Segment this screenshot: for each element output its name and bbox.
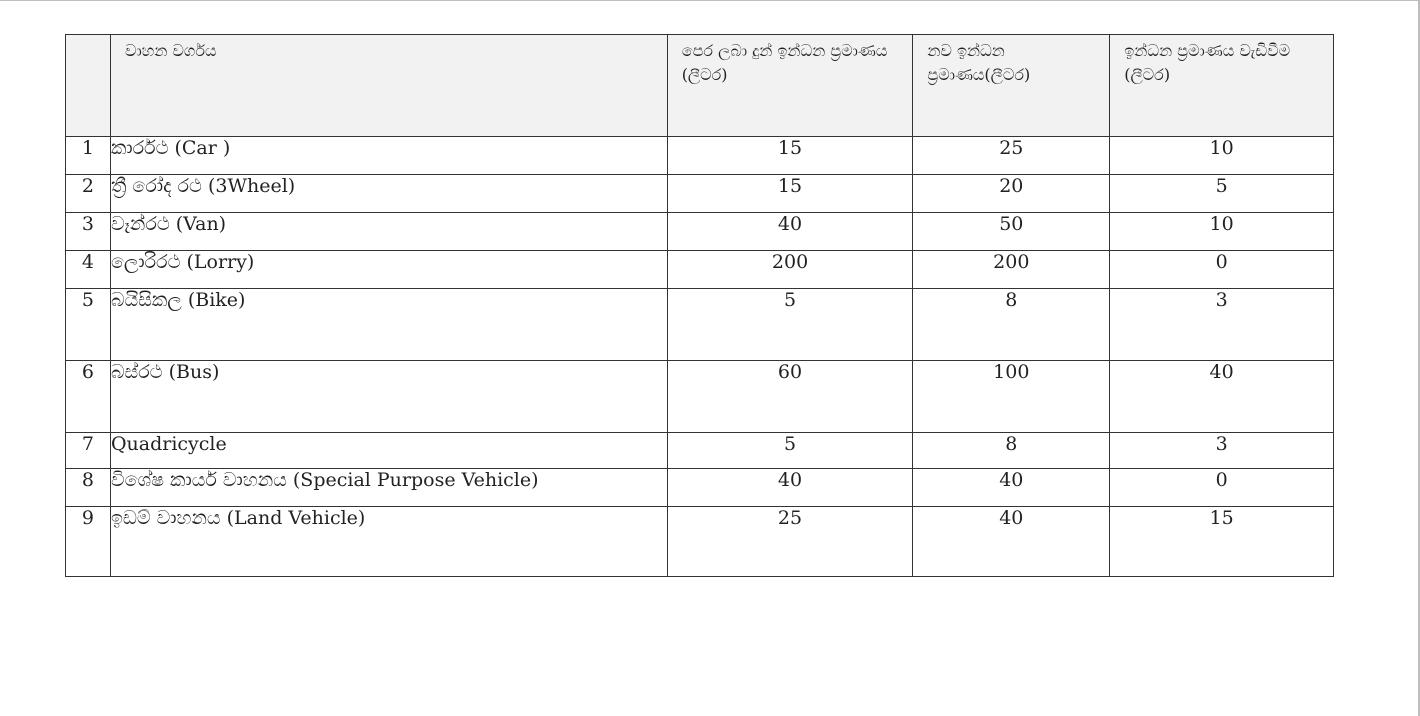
vehicle-type-cell: කාර්රථ (Car ) — [110, 137, 667, 175]
new-fuel-cell: 50 — [913, 213, 1110, 251]
top-divider — [0, 0, 1420, 1]
previous-fuel-cell: 5 — [667, 289, 913, 361]
previous-fuel-cell: 5 — [667, 433, 913, 469]
table-row — [66, 469, 1334, 507]
fuel-increase-cell: 10 — [1110, 213, 1334, 251]
header-number — [66, 35, 111, 137]
table-row — [66, 137, 1334, 175]
fuel-increase-cell: 10 — [1110, 137, 1334, 175]
new-fuel-cell: 200 — [913, 251, 1110, 289]
new-fuel-cell: 40 — [913, 469, 1110, 507]
vehicle-type-cell: Quadricycle — [110, 433, 667, 469]
row-number: 1 — [66, 137, 111, 175]
vehicle-type-cell: විශේෂ කාර්ය වාහනය (Special Purpose Vehicle) — [110, 469, 667, 507]
new-fuel-cell: 8 — [913, 289, 1110, 361]
row-number: 8 — [66, 469, 111, 507]
vehicle-type-cell: බස්රථ (Bus) — [110, 361, 667, 433]
header-new-fuel: නව ඉන්ධන ප්‍රමාණය(ලීටර) — [913, 35, 1110, 137]
fuel-increase-cell: 5 — [1110, 175, 1334, 213]
fuel-increase-cell: 40 — [1110, 361, 1334, 433]
new-fuel-cell: 25 — [913, 137, 1110, 175]
fuel-increase-cell: 0 — [1110, 469, 1334, 507]
row-number: 6 — [66, 361, 111, 433]
previous-fuel-cell: 40 — [667, 213, 913, 251]
fuel-increase-cell: 15 — [1110, 507, 1334, 577]
previous-fuel-cell: 40 — [667, 469, 913, 507]
fuel-increase-cell: 3 — [1110, 289, 1334, 361]
new-fuel-cell: 20 — [913, 175, 1110, 213]
fuel-quota-table — [65, 34, 1334, 577]
previous-fuel-cell: 15 — [667, 137, 913, 175]
row-number: 9 — [66, 507, 111, 577]
previous-fuel-cell: 60 — [667, 361, 913, 433]
row-number: 5 — [66, 289, 111, 361]
new-fuel-cell: 100 — [913, 361, 1110, 433]
previous-fuel-cell: 25 — [667, 507, 913, 577]
vehicle-type-cell: වෑන්රථ (Van) — [110, 213, 667, 251]
row-number: 3 — [66, 213, 111, 251]
fuel-increase-cell: 0 — [1110, 251, 1334, 289]
fuel-increase-cell: 3 — [1110, 433, 1334, 469]
header-previous-fuel: පෙර ලබා දුන් ඉන්ධන ප්‍රමාණය (ලීටර) — [667, 35, 913, 137]
table-header-row — [66, 35, 1334, 137]
vehicle-type-cell: බයිසිකල (Bike) — [110, 289, 667, 361]
table-row — [66, 507, 1334, 577]
new-fuel-cell: 8 — [913, 433, 1110, 469]
table-row — [66, 213, 1334, 251]
row-number: 7 — [66, 433, 111, 469]
vehicle-type-cell: ත්‍රී රෝද රථ (3Wheel) — [110, 175, 667, 213]
vehicle-type-cell: ලොරිරථ (Lorry) — [110, 251, 667, 289]
table-row — [66, 175, 1334, 213]
header-fuel-increase: ඉන්ධන ප්‍රමාණය වැඩිවීම (ලීටර) — [1110, 35, 1334, 137]
header-vehicle-type: වාහන වර්ගය — [110, 35, 667, 137]
row-number: 4 — [66, 251, 111, 289]
previous-fuel-cell: 200 — [667, 251, 913, 289]
previous-fuel-cell: 15 — [667, 175, 913, 213]
table-row — [66, 289, 1334, 361]
table-row — [66, 361, 1334, 433]
row-number: 2 — [66, 175, 111, 213]
new-fuel-cell: 40 — [913, 507, 1110, 577]
table-row — [66, 251, 1334, 289]
vehicle-type-cell: ඉඩම් වාහනය (Land Vehicle) — [110, 507, 667, 577]
table-row — [66, 433, 1334, 469]
